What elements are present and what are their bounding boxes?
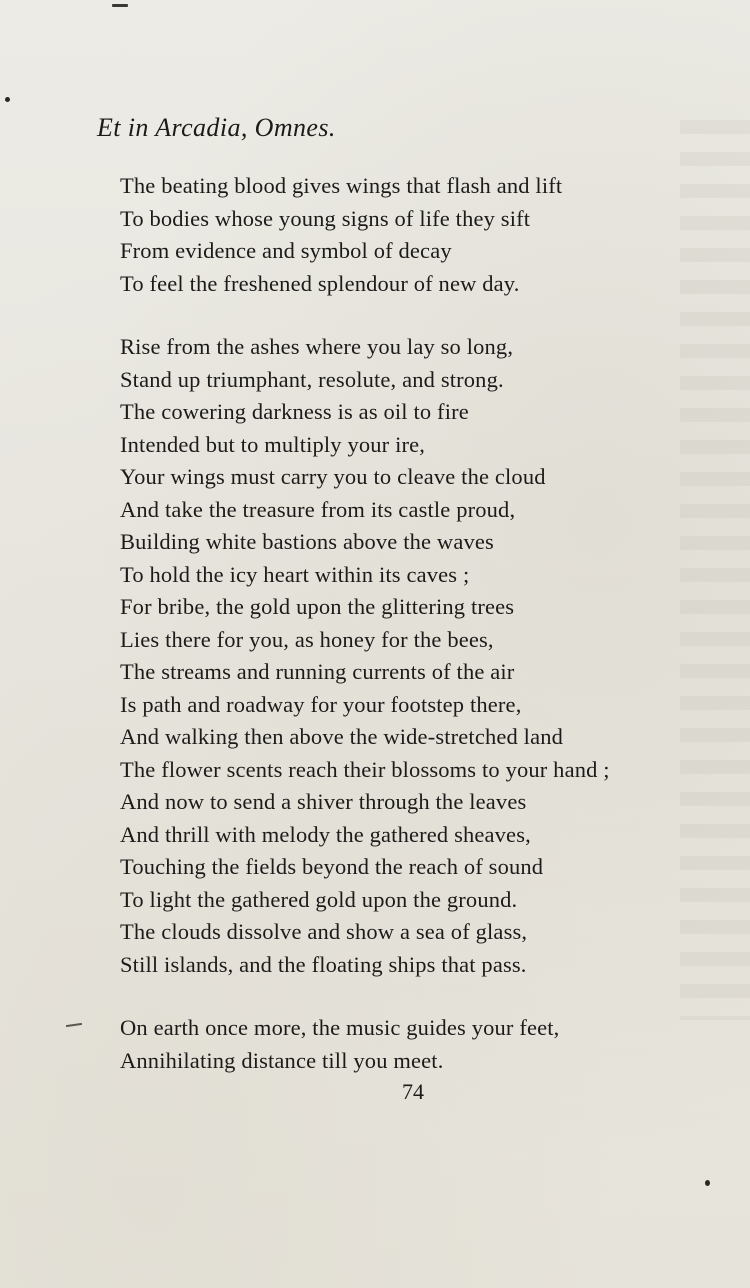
poem-line: The streams and running currents of the air bbox=[120, 659, 515, 684]
poem-line: From evidence and symbol of decay bbox=[120, 238, 452, 263]
stanza-1 bbox=[120, 170, 730, 300]
stanza-3 bbox=[120, 1012, 730, 1077]
poem-line: The cowering darkness is as oil to fire bbox=[120, 399, 469, 424]
poem-line: Intended but to multiply your ire, bbox=[120, 431, 426, 457]
poem-line: The flower scents reach their blossoms to your hand ; bbox=[120, 756, 610, 782]
poem-line: To bodies whose young signs of life they sift bbox=[120, 205, 531, 231]
poem-line: Lies there for you, as honey for the bees, bbox=[120, 626, 494, 652]
ink-speck bbox=[5, 97, 10, 102]
poem-line: Is path and roadway for your footstep there, bbox=[120, 691, 522, 717]
poem-line: Stand up triumphant, resolute, and strong. bbox=[120, 366, 504, 392]
poem-line: And now to send a shiver through the leaves bbox=[120, 789, 527, 814]
poem-line: And walking then above the wide-stretched land bbox=[120, 724, 564, 749]
poem-line: And thrill with melody the gathered sheaves, bbox=[120, 821, 531, 847]
poem-line: To hold the icy heart within its caves ; bbox=[120, 561, 470, 587]
poem-line: On earth once more, the music guides your feet, bbox=[120, 1015, 560, 1040]
poem-line: The clouds dissolve and show a sea of glass, bbox=[120, 919, 528, 944]
poem-line: Touching the fields beyond the reach of sound bbox=[120, 854, 544, 879]
poem-line: Building white bastions above the waves bbox=[120, 529, 494, 554]
poem-line: For bribe, the gold upon the glittering trees bbox=[120, 594, 515, 619]
stanza-2 bbox=[120, 331, 730, 981]
poem-body bbox=[120, 170, 730, 1108]
pencil-mark bbox=[66, 1023, 82, 1027]
ink-speck bbox=[705, 1180, 710, 1186]
poem-line: Still islands, and the floating ships that pass. bbox=[120, 951, 527, 977]
poem-title: Et in Arcadia, Omnes. bbox=[97, 113, 336, 142]
poem-line: Annihilating distance till you meet. bbox=[120, 1047, 444, 1073]
poem-line: To feel the freshened splendour of new day. bbox=[120, 270, 520, 296]
poem-line: Your wings must carry you to cleave the cloud bbox=[120, 464, 546, 489]
poem-line: The beating blood gives wings that flash and lift bbox=[120, 173, 563, 198]
poem-line: To light the gathered gold upon the ground. bbox=[120, 886, 518, 912]
page-number: 74 bbox=[402, 1079, 424, 1104]
poem-line: And take the treasure from its castle proud, bbox=[120, 496, 516, 522]
ink-mark bbox=[112, 4, 128, 7]
poem-line: Rise from the ashes where you lay so long, bbox=[120, 334, 514, 359]
